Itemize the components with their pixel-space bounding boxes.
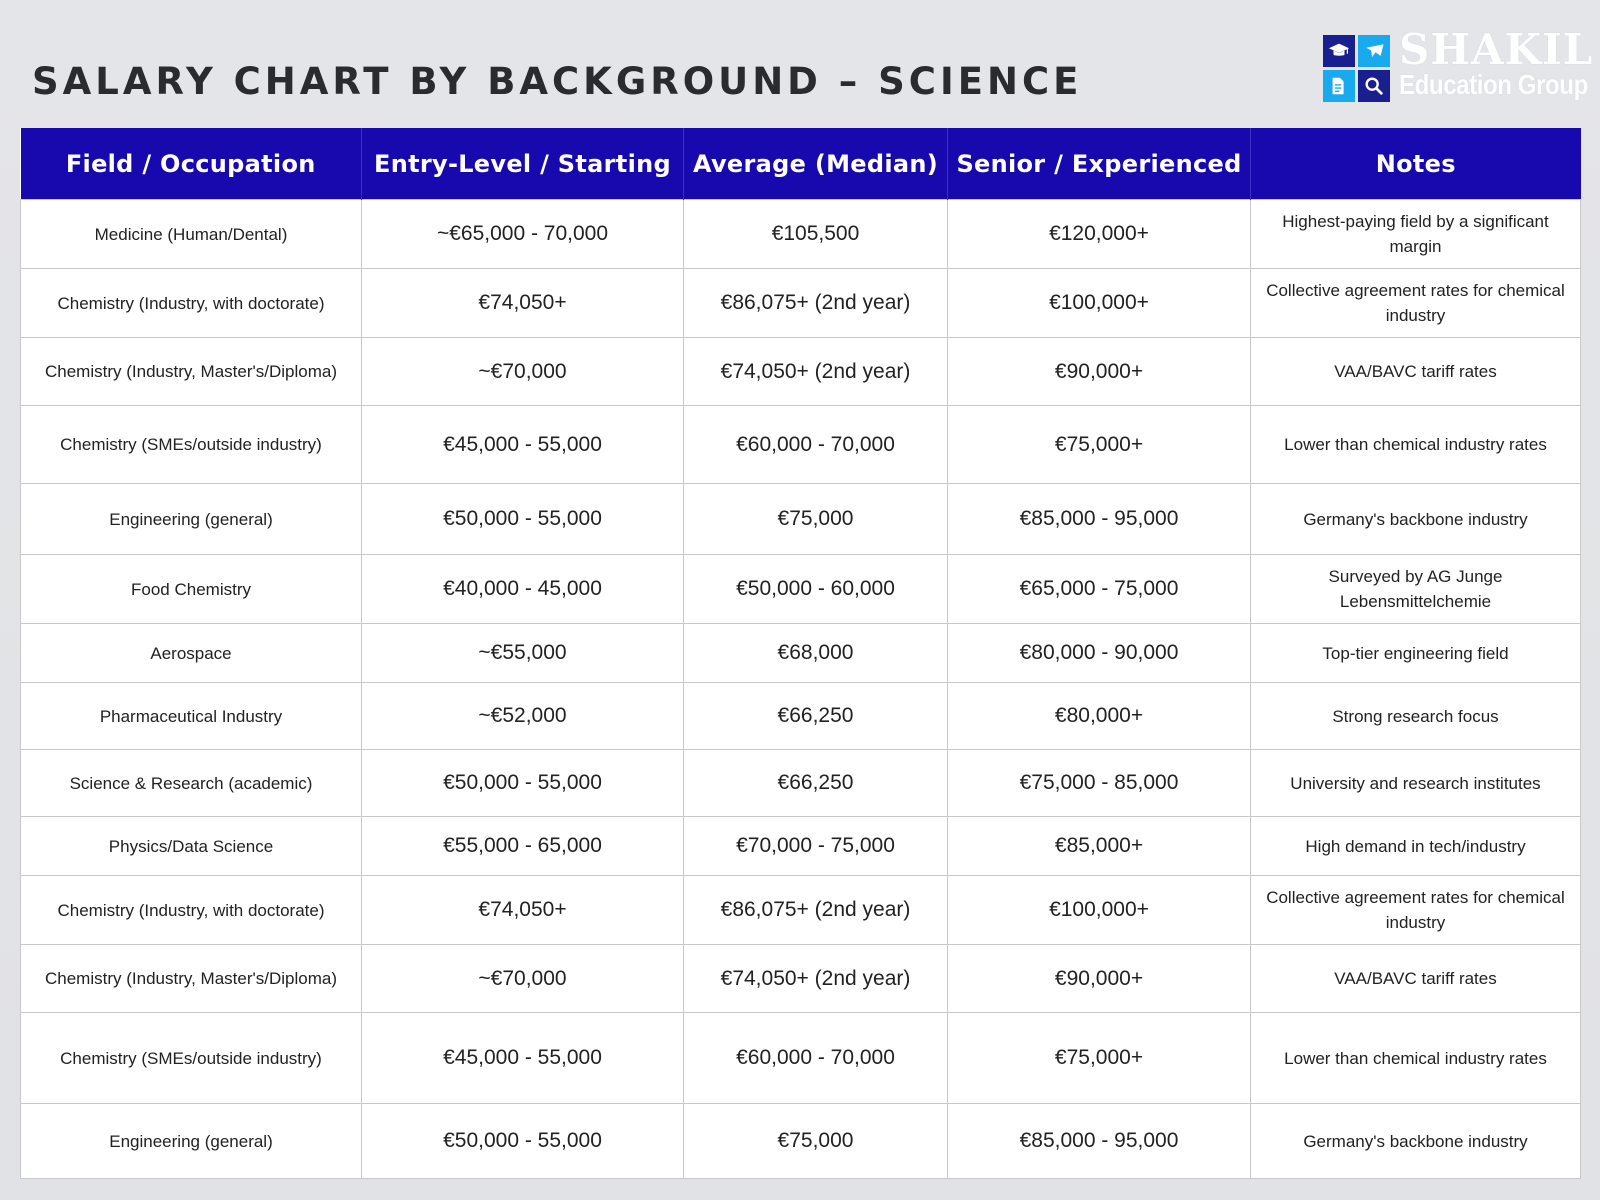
entry-level-cell: €50,000 - 55,000 bbox=[362, 750, 684, 817]
senior-cell: €85,000+ bbox=[948, 817, 1251, 876]
notes-cell: Highest-paying field by a significant margin bbox=[1251, 200, 1581, 269]
logo-mark bbox=[1323, 35, 1390, 102]
senior-cell: €85,000 - 95,000 bbox=[948, 484, 1251, 555]
logo-name: SHAKIL bbox=[1399, 25, 1594, 74]
entry-level-cell: ~€55,000 bbox=[362, 624, 684, 683]
entry-level-cell: €50,000 - 55,000 bbox=[362, 1104, 684, 1179]
field-cell: Physics/Data Science bbox=[21, 817, 362, 876]
notes-cell: VAA/BAVC tariff rates bbox=[1251, 338, 1581, 406]
field-cell: Food Chemistry bbox=[21, 555, 362, 624]
entry-level-cell: €45,000 - 55,000 bbox=[362, 406, 684, 484]
senior-cell: €120,000+ bbox=[948, 200, 1251, 269]
field-cell: Chemistry (SMEs/outside industry) bbox=[21, 1013, 362, 1104]
notes-cell: VAA/BAVC tariff rates bbox=[1251, 945, 1581, 1013]
notes-cell: High demand in tech/industry bbox=[1251, 817, 1581, 876]
average-cell: €50,000 - 60,000 bbox=[684, 555, 948, 624]
average-cell: €74,050+ (2nd year) bbox=[684, 338, 948, 406]
table-row bbox=[21, 269, 1581, 338]
field-cell: Chemistry (SMEs/outside industry) bbox=[21, 406, 362, 484]
senior-cell: €85,000 - 95,000 bbox=[948, 1104, 1251, 1179]
table-row bbox=[21, 945, 1581, 1013]
document-icon bbox=[1323, 70, 1355, 102]
table-row bbox=[21, 406, 1581, 484]
entry-level-cell: ~€70,000 bbox=[362, 338, 684, 406]
airplane-icon bbox=[1358, 35, 1390, 67]
average-cell: €70,000 - 75,000 bbox=[684, 817, 948, 876]
notes-cell: Top-tier engineering field bbox=[1251, 624, 1581, 683]
column-header-average: Average (Median) bbox=[684, 128, 948, 200]
field-cell: Pharmaceutical Industry bbox=[21, 683, 362, 750]
average-cell: €75,000 bbox=[684, 484, 948, 555]
senior-cell: €90,000+ bbox=[948, 945, 1251, 1013]
entry-level-cell: €55,000 - 65,000 bbox=[362, 817, 684, 876]
notes-cell: Lower than chemical industry rates bbox=[1251, 1013, 1581, 1104]
logo bbox=[1323, 25, 1594, 103]
notes-cell: Germany's backbone industry bbox=[1251, 484, 1581, 555]
table-row bbox=[21, 750, 1581, 817]
senior-cell: €80,000+ bbox=[948, 683, 1251, 750]
entry-level-cell: ~€65,000 - 70,000 bbox=[362, 200, 684, 269]
average-cell: €60,000 - 70,000 bbox=[684, 406, 948, 484]
entry-level-cell: €74,050+ bbox=[362, 876, 684, 945]
senior-cell: €80,000 - 90,000 bbox=[948, 624, 1251, 683]
field-cell: Medicine (Human/Dental) bbox=[21, 200, 362, 269]
table-row bbox=[21, 338, 1581, 406]
average-cell: €68,000 bbox=[684, 624, 948, 683]
table-row bbox=[21, 817, 1581, 876]
average-cell: €74,050+ (2nd year) bbox=[684, 945, 948, 1013]
field-cell: Chemistry (Industry, with doctorate) bbox=[21, 269, 362, 338]
average-cell: €86,075+ (2nd year) bbox=[684, 269, 948, 338]
senior-cell: €100,000+ bbox=[948, 876, 1251, 945]
logo-subtitle: Education Group bbox=[1399, 69, 1588, 100]
entry-level-cell: ~€52,000 bbox=[362, 683, 684, 750]
notes-cell: Surveyed by AG Junge Lebensmittelchemie bbox=[1251, 555, 1581, 624]
graduation-cap-icon bbox=[1323, 35, 1355, 67]
senior-cell: €75,000 - 85,000 bbox=[948, 750, 1251, 817]
field-cell: Aerospace bbox=[21, 624, 362, 683]
table-row bbox=[21, 876, 1581, 945]
senior-cell: €90,000+ bbox=[948, 338, 1251, 406]
table-header-row bbox=[21, 128, 1581, 200]
senior-cell: €65,000 - 75,000 bbox=[948, 555, 1251, 624]
field-cell: Science & Research (academic) bbox=[21, 750, 362, 817]
notes-cell: University and research institutes bbox=[1251, 750, 1581, 817]
average-cell: €86,075+ (2nd year) bbox=[684, 876, 948, 945]
table-row bbox=[21, 200, 1581, 269]
senior-cell: €100,000+ bbox=[948, 269, 1251, 338]
average-cell: €75,000 bbox=[684, 1104, 948, 1179]
search-icon bbox=[1358, 70, 1390, 102]
average-cell: €66,250 bbox=[684, 750, 948, 817]
salary-table bbox=[20, 128, 1581, 1179]
table-row bbox=[21, 683, 1581, 750]
senior-cell: €75,000+ bbox=[948, 1013, 1251, 1104]
entry-level-cell: €40,000 - 45,000 bbox=[362, 555, 684, 624]
field-cell: Chemistry (Industry, Master's/Diploma) bbox=[21, 338, 362, 406]
table-row bbox=[21, 1104, 1581, 1179]
column-header-entry-level: Entry-Level / Starting bbox=[362, 128, 684, 200]
field-cell: Engineering (general) bbox=[21, 1104, 362, 1179]
field-cell: Engineering (general) bbox=[21, 484, 362, 555]
notes-cell: Lower than chemical industry rates bbox=[1251, 406, 1581, 484]
table-row bbox=[21, 1013, 1581, 1104]
column-header-senior: Senior / Experienced bbox=[948, 128, 1251, 200]
average-cell: €60,000 - 70,000 bbox=[684, 1013, 948, 1104]
entry-level-cell: ~€70,000 bbox=[362, 945, 684, 1013]
entry-level-cell: €45,000 - 55,000 bbox=[362, 1013, 684, 1104]
table-row bbox=[21, 555, 1581, 624]
field-cell: Chemistry (Industry, with doctorate) bbox=[21, 876, 362, 945]
notes-cell: Collective agreement rates for chemical industry bbox=[1251, 876, 1581, 945]
field-cell: Chemistry (Industry, Master's/Diploma) bbox=[21, 945, 362, 1013]
entry-level-cell: €50,000 - 55,000 bbox=[362, 484, 684, 555]
column-header-notes: Notes bbox=[1251, 128, 1581, 200]
notes-cell: Germany's backbone industry bbox=[1251, 1104, 1581, 1179]
table-row bbox=[21, 484, 1581, 555]
table-row bbox=[21, 624, 1581, 683]
page-title: SALARY CHART BY BACKGROUND – SCIENCE bbox=[32, 60, 1083, 103]
senior-cell: €75,000+ bbox=[948, 406, 1251, 484]
average-cell: €105,500 bbox=[684, 200, 948, 269]
notes-cell: Strong research focus bbox=[1251, 683, 1581, 750]
column-header-field: Field / Occupation bbox=[21, 128, 362, 200]
notes-cell: Collective agreement rates for chemical industry bbox=[1251, 269, 1581, 338]
entry-level-cell: €74,050+ bbox=[362, 269, 684, 338]
average-cell: €66,250 bbox=[684, 683, 948, 750]
